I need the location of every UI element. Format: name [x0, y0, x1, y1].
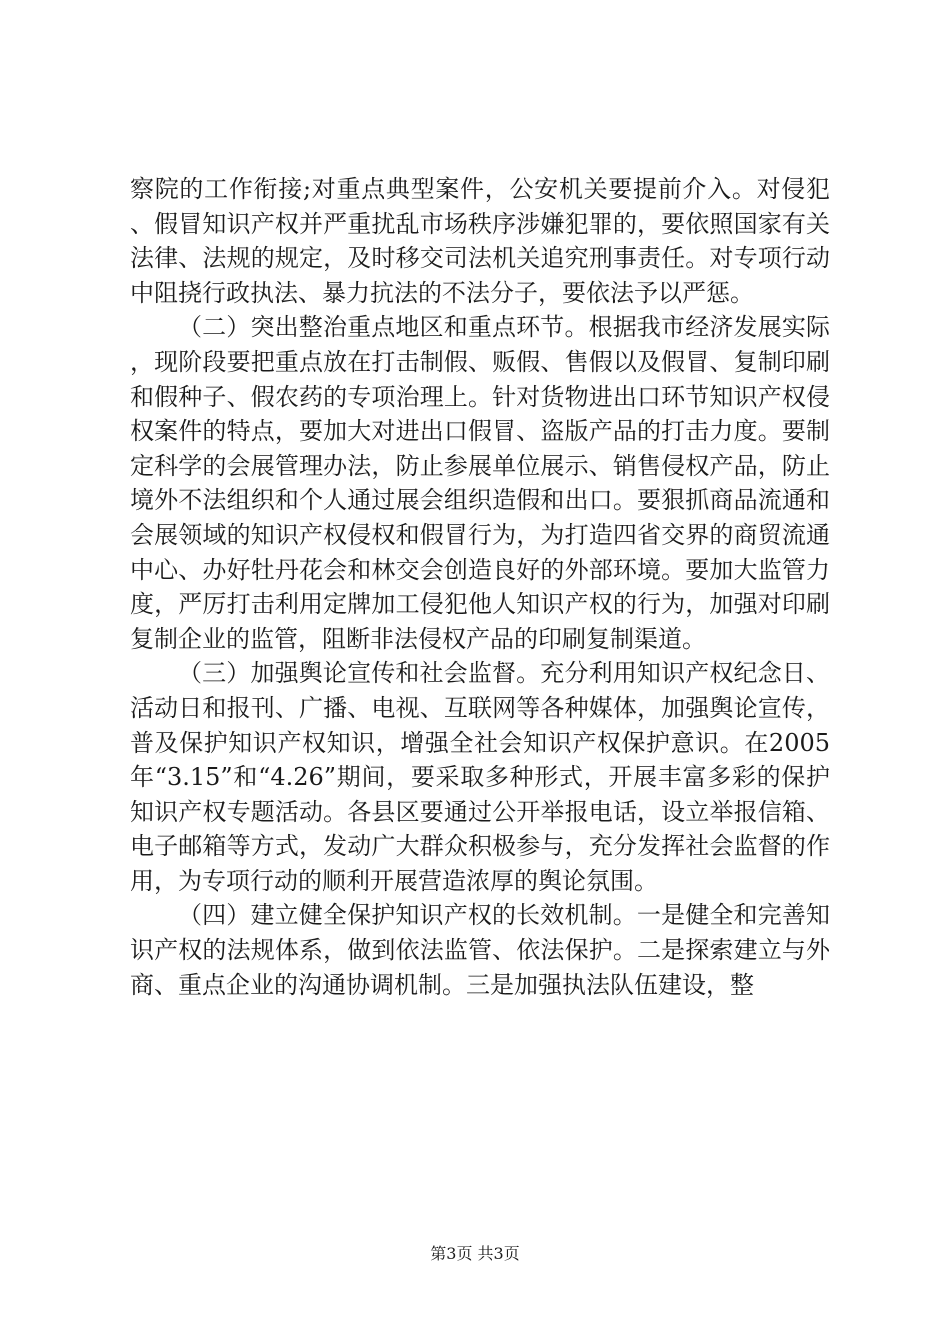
- paragraph-section-4: （四）建立健全保护知识产权的长效机制。一是健全和完善知识产权的法规体系，做到依法监管、依法保护。二是探索建立与外商、重点企业的沟通协调机制。三是加强执法队伍建设，整: [130, 901, 830, 999]
- document-body: [130, 172, 830, 1002]
- page-footer: 第3页 共3页: [430, 1244, 520, 1263]
- paragraph-continuation: 察院的工作衔接;对重点典型案件，公安机关要提前介入。对侵犯、假冒知识产权并严重扰乱市场秩序涉嫌犯罪的，要依照国家有关法律、法规的规定，及时移交司法机关追究刑事责任。对专项行动中阻挠行政执法、暴力抗法的不法分子，要依法予以严惩。: [130, 175, 830, 307]
- paragraph-section-2: （二）突出整治重点地区和重点环节。根据我市经济发展实际，现阶段要把重点放在打击制假、贩假、售假以及假冒、复制印刷和假种子、假农药的专项治理上。针对货物进出口环节知识产权侵权案件的特点，要加大对进出口假冒、盗版产品的打击力度。要制定科学的会展管理办法，防止参展单位展示、销售侵权产品，防止境外不法组织和个人通过展会组织造假和出口。要狠抓商品流通和会展领域的知识产权侵权和假冒行为，为打造四省交界的商贸流通中心、办好牡丹花会和林交会创造良好的外部环境。要加大监管力度，严厉打击利用定牌加工侵犯他人知识产权的行为，加强对印刷复制企业的监管，阻断非法侵权产品的印刷复制渠道。: [130, 313, 830, 653]
- paragraph-section-3: （三）加强舆论宣传和社会监督。充分利用知识产权纪念日、活动日和报刊、广播、电视、互联网等各种媒体，加强舆论宣传，普及保护知识产权知识，增强全社会知识产权保护意识。在2005年“3.15”和“4.26”期间，要采取多种形式，开展丰富多彩的保护知识产权专题活动。各县区要通过公开举报电话，设立举报信箱、电子邮箱等方式，发动广大群众积极参与，充分发挥社会监督的作用，为专项行动的顺利开展营造浓厚的舆论氛围。: [130, 659, 830, 895]
